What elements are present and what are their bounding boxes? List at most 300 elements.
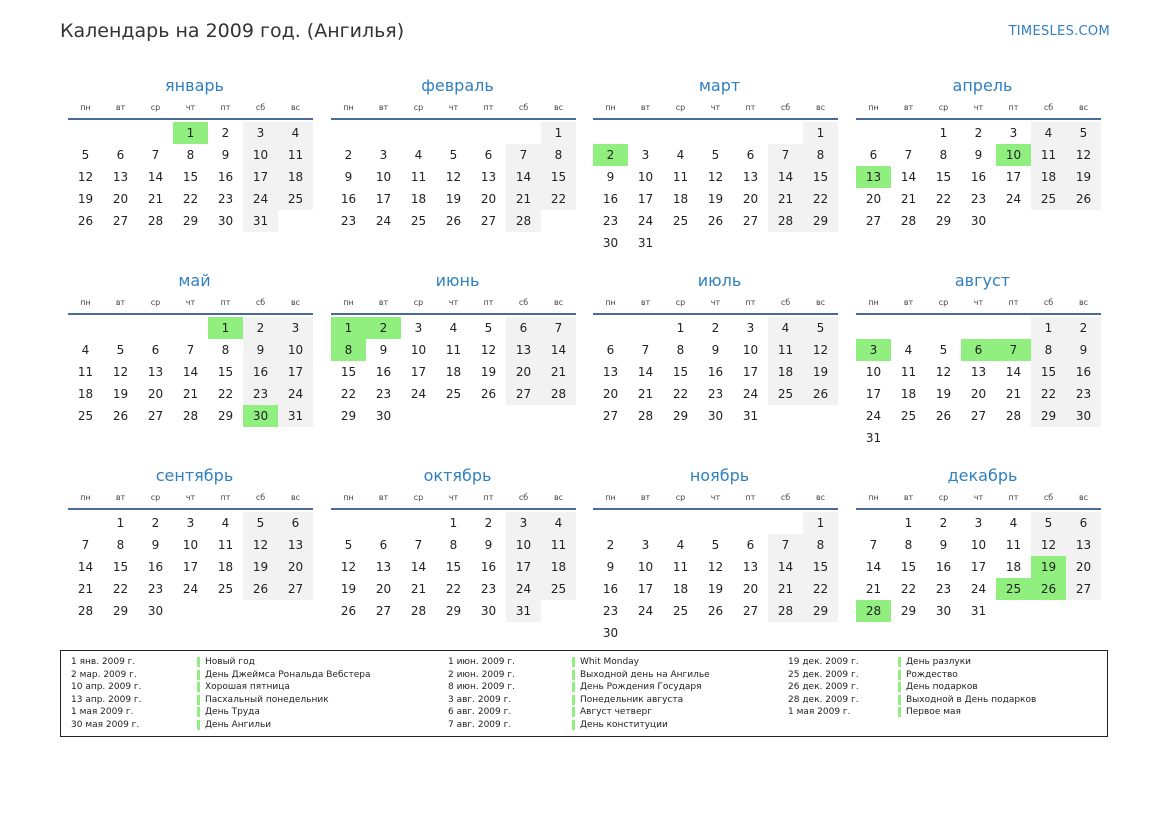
day-cell: 6	[606, 343, 615, 357]
day-cell: 9	[221, 148, 230, 162]
day-cell: 11	[410, 170, 427, 184]
holiday-row	[448, 669, 768, 682]
day-cell: 5	[711, 148, 720, 162]
holiday-row	[448, 656, 768, 669]
weekday-label: чт	[448, 103, 459, 112]
day-cell: 21	[541, 361, 576, 383]
day-cell: 19	[935, 387, 952, 401]
day-cell: 17	[410, 365, 427, 379]
holiday-column	[788, 656, 1108, 719]
day-cell: 9	[151, 538, 160, 552]
day-cell: 26	[803, 383, 838, 405]
day-cell: 4	[449, 321, 458, 335]
day-cell: 19	[112, 387, 129, 401]
day-cell: 15	[217, 365, 234, 379]
weekday-label: ср	[675, 103, 686, 112]
day-cell: 6	[278, 512, 313, 534]
weekday-label: сб	[780, 103, 791, 112]
day-cell: 6	[1066, 512, 1101, 534]
day-cell: 15	[935, 170, 952, 184]
site-link[interactable]: TIMESLES.COM	[1008, 24, 1110, 39]
weekday-label: ср	[413, 103, 424, 112]
weekday-label: ср	[938, 493, 949, 502]
empty-cell	[768, 122, 803, 144]
weekday-label: пт	[220, 103, 231, 112]
day-cell: 28	[637, 409, 654, 423]
day-cell: 13	[742, 170, 759, 184]
day-cell: 29	[1031, 405, 1066, 427]
day-cell: 18	[1031, 166, 1066, 188]
day-cell: 21	[182, 387, 199, 401]
day-cell: 8	[1031, 339, 1066, 361]
day-cell: 22	[541, 188, 576, 210]
holiday-day-cell: 1	[173, 122, 208, 144]
day-grid	[593, 317, 838, 427]
weekday-label: пт	[483, 493, 494, 502]
day-cell: 31	[742, 409, 759, 423]
day-cell: 10	[278, 339, 313, 361]
day-cell: 8	[803, 144, 838, 166]
weekday-label: чт	[710, 493, 721, 502]
day-cell: 18	[217, 560, 234, 574]
day-cell: 28	[147, 214, 164, 228]
weekday-label: пн	[80, 493, 91, 502]
day-cell: 11	[672, 560, 689, 574]
day-grid	[331, 122, 576, 232]
holiday-row	[71, 656, 391, 669]
weekday-label: пн	[80, 103, 91, 112]
day-cell: 20	[506, 361, 541, 383]
day-cell: 23	[1066, 383, 1101, 405]
weekday-label: пн	[605, 493, 616, 502]
weekday-label: чт	[973, 298, 984, 307]
day-cell: 7	[541, 317, 576, 339]
day-cell: 8	[186, 148, 195, 162]
day-cell: 5	[711, 538, 720, 552]
day-cell: 15	[541, 166, 576, 188]
day-cell: 30	[707, 409, 724, 423]
day-cell: 21	[506, 188, 541, 210]
day-cell: 28	[182, 409, 199, 423]
empty-cell	[593, 512, 628, 534]
day-cell: 22	[1031, 383, 1066, 405]
day-cell: 12	[445, 170, 462, 184]
month-name: август	[954, 271, 1011, 290]
weekday-label: ср	[150, 103, 161, 112]
day-cell: 6	[484, 148, 493, 162]
day-cell: 21	[410, 582, 427, 596]
day-cell: 30	[970, 214, 987, 228]
day-cell: 15	[182, 170, 199, 184]
day-cell: 12	[707, 170, 724, 184]
day-cell: 27	[506, 383, 541, 405]
day-cell: 26	[77, 214, 94, 228]
day-cell: 2	[974, 126, 983, 140]
holiday-date: 1 мая 2009 г.	[71, 707, 134, 718]
weekday-label: пн	[343, 103, 354, 112]
weekday-label: пн	[605, 103, 616, 112]
day-cell: 2	[484, 516, 493, 530]
holiday-row	[788, 681, 1108, 694]
month-name: декабрь	[947, 466, 1018, 485]
day-cell: 3	[186, 516, 195, 530]
holiday-date: 2 июн. 2009 г.	[448, 669, 515, 680]
day-cell: 7	[869, 538, 878, 552]
holiday-date: 28 дек. 2009 г.	[788, 694, 859, 705]
day-cell: 6	[746, 148, 755, 162]
day-cell: 27	[375, 604, 392, 618]
day-cell: 24	[278, 383, 313, 405]
holiday-day-cell: 3	[856, 339, 891, 361]
day-cell: 29	[217, 409, 234, 423]
weekday-label: ср	[150, 298, 161, 307]
weekday-label: пт	[1008, 298, 1019, 307]
day-cell: 28	[768, 600, 803, 622]
day-cell: 22	[803, 188, 838, 210]
weekday-header	[331, 101, 576, 120]
weekday-label: пт	[483, 103, 494, 112]
holiday-name: День подарков	[898, 682, 978, 692]
day-cell: 5	[1066, 122, 1101, 144]
month-name: июнь	[435, 271, 480, 290]
day-cell: 28	[1005, 409, 1022, 423]
holiday-day-cell: 1	[208, 317, 243, 339]
day-cell: 2	[711, 321, 720, 335]
day-cell: 26	[243, 578, 278, 600]
weekday-label: вт	[640, 298, 651, 307]
weekday-label: пн	[343, 298, 354, 307]
weekday-label: сб	[780, 493, 791, 502]
weekday-label: пт	[745, 298, 756, 307]
day-cell: 25	[217, 582, 234, 596]
holiday-name: День Ангильи	[197, 720, 271, 730]
day-cell: 27	[970, 409, 987, 423]
weekday-label: ср	[938, 298, 949, 307]
day-cell: 24	[1005, 192, 1022, 206]
day-grid	[593, 512, 838, 644]
day-cell: 16	[340, 192, 357, 206]
empty-cell	[856, 122, 891, 144]
day-cell: 12	[1066, 144, 1101, 166]
empty-cell	[366, 512, 401, 534]
weekday-label: чт	[448, 493, 459, 502]
day-cell: 24	[865, 409, 882, 423]
day-cell: 24	[970, 582, 987, 596]
empty-cell	[698, 512, 733, 534]
empty-cell	[856, 512, 891, 534]
day-cell: 21	[1005, 387, 1022, 401]
day-cell: 23	[243, 383, 278, 405]
day-cell: 12	[935, 365, 952, 379]
day-cell: 14	[182, 365, 199, 379]
day-cell: 20	[742, 582, 759, 596]
day-cell: 13	[375, 560, 392, 574]
day-cell: 12	[243, 534, 278, 556]
day-cell: 1	[541, 122, 576, 144]
day-cell: 1	[676, 321, 685, 335]
day-cell: 14	[541, 339, 576, 361]
month-name: апрель	[952, 76, 1013, 95]
day-cell: 26	[112, 409, 129, 423]
holiday-day-cell: 28	[856, 600, 891, 622]
day-cell: 1	[1031, 317, 1066, 339]
day-cell: 9	[344, 170, 353, 184]
day-cell: 25	[900, 409, 917, 423]
weekday-label: вт	[903, 493, 914, 502]
month-1	[68, 75, 313, 232]
day-cell: 12	[480, 343, 497, 357]
weekday-label: вс	[290, 493, 301, 502]
empty-cell	[138, 122, 173, 144]
day-cell: 19	[77, 192, 94, 206]
day-grid	[856, 512, 1101, 622]
holiday-date: 10 апр. 2009 г.	[71, 682, 142, 693]
day-cell: 24	[506, 578, 541, 600]
day-cell: 15	[803, 556, 838, 578]
day-cell: 29	[340, 409, 357, 423]
day-cell: 20	[742, 192, 759, 206]
day-cell: 13	[147, 365, 164, 379]
month-name: июль	[697, 271, 742, 290]
day-cell: 6	[506, 317, 541, 339]
day-cell: 14	[768, 556, 803, 578]
day-cell: 14	[768, 166, 803, 188]
day-cell: 25	[445, 387, 462, 401]
weekday-label: пт	[745, 493, 756, 502]
day-cell: 30	[602, 236, 619, 250]
day-cell: 24	[637, 604, 654, 618]
day-cell: 7	[768, 534, 803, 556]
month-10	[331, 465, 576, 622]
weekday-label: вт	[640, 103, 651, 112]
weekday-label: ср	[675, 298, 686, 307]
day-cell: 10	[410, 343, 427, 357]
day-cell: 29	[900, 604, 917, 618]
day-cell: 8	[939, 148, 948, 162]
day-cell: 2	[344, 148, 353, 162]
day-cell: 23	[935, 582, 952, 596]
holiday-date: 7 авг. 2009 г.	[448, 719, 512, 730]
day-cell: 4	[676, 538, 685, 552]
day-cell: 23	[480, 582, 497, 596]
weekday-label: пн	[868, 298, 879, 307]
day-cell: 12	[803, 339, 838, 361]
weekday-label: пт	[483, 298, 494, 307]
day-cell: 18	[445, 365, 462, 379]
day-cell: 19	[1066, 166, 1101, 188]
month-12	[856, 465, 1101, 622]
weekday-label: вс	[553, 493, 564, 502]
empty-cell	[628, 317, 663, 339]
day-cell: 19	[445, 192, 462, 206]
day-cell: 25	[1031, 188, 1066, 210]
holiday-date: 25 дек. 2009 г.	[788, 669, 859, 680]
day-cell: 10	[375, 170, 392, 184]
day-cell: 22	[182, 192, 199, 206]
day-cell: 17	[970, 560, 987, 574]
day-cell: 20	[480, 192, 497, 206]
weekday-label: пн	[868, 493, 879, 502]
holiday-row	[448, 706, 768, 719]
day-cell: 16	[243, 361, 278, 383]
weekday-label: чт	[710, 298, 721, 307]
day-cell: 8	[904, 538, 913, 552]
day-cell: 8	[449, 538, 458, 552]
day-cell: 22	[900, 582, 917, 596]
day-cell: 27	[480, 214, 497, 228]
holiday-day-cell: 10	[996, 144, 1031, 166]
day-cell: 27	[278, 578, 313, 600]
weekday-label: пт	[1008, 103, 1019, 112]
day-cell: 3	[278, 317, 313, 339]
month-name: март	[698, 76, 741, 95]
day-cell: 1	[803, 512, 838, 534]
weekday-label: вт	[115, 298, 126, 307]
day-cell: 21	[77, 582, 94, 596]
day-cell: 17	[637, 582, 654, 596]
day-cell: 30	[935, 604, 952, 618]
day-cell: 11	[445, 343, 462, 357]
holiday-day-cell: 1	[331, 317, 366, 339]
day-cell: 5	[344, 538, 353, 552]
day-cell: 2	[939, 516, 948, 530]
day-cell: 31	[637, 236, 654, 250]
day-cell: 31	[970, 604, 987, 618]
empty-cell	[856, 317, 891, 339]
day-cell: 5	[243, 512, 278, 534]
day-cell: 18	[278, 166, 313, 188]
day-cell: 19	[480, 365, 497, 379]
holiday-row	[788, 669, 1108, 682]
day-cell: 11	[1005, 538, 1022, 552]
empty-cell	[173, 317, 208, 339]
day-cell: 25	[77, 409, 94, 423]
day-cell: 17	[506, 556, 541, 578]
page-title: Календарь на 2009 год. (Ангилья)	[60, 20, 405, 42]
day-cell: 20	[112, 192, 129, 206]
day-cell: 26	[1066, 188, 1101, 210]
day-cell: 16	[707, 365, 724, 379]
holiday-date: 1 июн. 2009 г.	[448, 657, 515, 667]
day-cell: 14	[506, 166, 541, 188]
month-name: ноябрь	[689, 466, 750, 485]
day-cell: 29	[112, 604, 129, 618]
day-cell: 25	[768, 383, 803, 405]
holiday-name: Первое мая	[898, 707, 961, 717]
weekday-label: сб	[1043, 493, 1054, 502]
day-cell: 23	[602, 214, 619, 228]
weekday-label: вс	[553, 103, 564, 112]
empty-cell	[103, 122, 138, 144]
empty-cell	[68, 122, 103, 144]
weekday-header	[856, 101, 1101, 120]
day-cell: 26	[707, 604, 724, 618]
day-cell: 10	[506, 534, 541, 556]
holiday-name: Август четверг	[572, 707, 652, 717]
holiday-date: 3 авг. 2009 г.	[448, 694, 512, 705]
day-cell: 4	[768, 317, 803, 339]
day-cell: 24	[637, 214, 654, 228]
holiday-name: Выходной день на Ангилье	[572, 670, 710, 680]
holiday-row	[448, 694, 768, 707]
weekday-header	[856, 296, 1101, 315]
day-cell: 31	[278, 405, 313, 427]
day-cell: 3	[641, 538, 650, 552]
month-7	[593, 270, 838, 427]
empty-cell	[628, 512, 663, 534]
empty-cell	[331, 512, 366, 534]
day-cell: 18	[768, 361, 803, 383]
holiday-row	[71, 681, 391, 694]
day-cell: 9	[1066, 339, 1101, 361]
weekday-label: вт	[378, 103, 389, 112]
day-cell: 23	[217, 192, 234, 206]
empty-cell	[768, 512, 803, 534]
weekday-label: вт	[903, 103, 914, 112]
day-cell: 5	[116, 343, 125, 357]
weekday-label: сб	[1043, 103, 1054, 112]
day-cell: 3	[379, 148, 388, 162]
empty-cell	[138, 317, 173, 339]
day-cell: 26	[480, 387, 497, 401]
day-cell: 4	[414, 148, 423, 162]
holiday-row	[448, 681, 768, 694]
day-cell: 2	[1066, 317, 1101, 339]
weekday-header	[593, 101, 838, 120]
day-cell: 17	[375, 192, 392, 206]
weekday-label: вт	[115, 493, 126, 502]
day-cell: 5	[81, 148, 90, 162]
day-cell: 7	[904, 148, 913, 162]
day-cell: 24	[243, 188, 278, 210]
month-4	[856, 75, 1101, 232]
weekday-label: ср	[150, 493, 161, 502]
empty-cell	[733, 122, 768, 144]
day-cell: 29	[803, 210, 838, 232]
day-cell: 12	[77, 170, 94, 184]
holiday-date: 26 дек. 2009 г.	[788, 682, 859, 693]
holiday-date: 1 янв. 2009 г.	[71, 657, 136, 667]
holiday-day-cell: 6	[961, 339, 996, 361]
day-cell: 14	[1005, 365, 1022, 379]
empty-cell	[698, 122, 733, 144]
day-cell: 4	[676, 148, 685, 162]
empty-cell	[961, 317, 996, 339]
empty-cell	[68, 512, 103, 534]
weekday-label: вт	[903, 298, 914, 307]
month-5	[68, 270, 313, 427]
weekday-label: сб	[518, 298, 529, 307]
day-cell: 27	[147, 409, 164, 423]
day-cell: 23	[602, 604, 619, 618]
day-cell: 21	[768, 188, 803, 210]
holiday-day-cell: 7	[996, 339, 1031, 361]
day-cell: 2	[606, 538, 615, 552]
day-cell: 7	[768, 144, 803, 166]
day-cell: 7	[81, 538, 90, 552]
day-cell: 16	[602, 582, 619, 596]
day-cell: 7	[641, 343, 650, 357]
day-cell: 8	[803, 534, 838, 556]
holiday-day-cell: 26	[1031, 578, 1066, 600]
weekday-header	[68, 491, 313, 510]
day-cell: 8	[541, 144, 576, 166]
day-cell: 5	[449, 148, 458, 162]
day-cell: 16	[217, 170, 234, 184]
day-cell: 24	[742, 387, 759, 401]
weekday-label: вс	[815, 103, 826, 112]
day-cell: 20	[865, 192, 882, 206]
